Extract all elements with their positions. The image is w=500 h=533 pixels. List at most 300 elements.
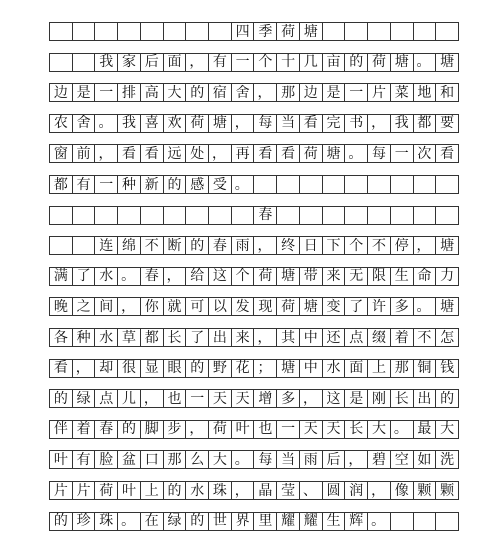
grid-cell <box>300 176 323 193</box>
grid-cell: ， <box>186 421 209 438</box>
grid-cell: 感 <box>186 176 209 193</box>
grid-cell <box>254 176 277 193</box>
grid-cell: 多 <box>391 298 414 315</box>
grid-cell: 颗 <box>436 482 459 499</box>
grid-cell: 中 <box>300 360 323 377</box>
grid-cell: 长 <box>164 329 187 346</box>
grid-cell: 水 <box>95 268 118 285</box>
grid-cell <box>414 176 437 193</box>
grid-cell: 当 <box>277 451 300 468</box>
grid-cell: 么 <box>186 451 209 468</box>
grid-cell <box>95 207 118 224</box>
grid-cell <box>118 207 141 224</box>
grid-cell: 之 <box>73 298 96 315</box>
grid-cell: 看 <box>141 145 164 162</box>
grid-cell: 远 <box>164 145 187 162</box>
grid-cell: 亩 <box>323 54 346 71</box>
grid-cell: 后 <box>141 54 164 71</box>
grid-cell <box>186 23 209 40</box>
grid-cell: 钱 <box>436 360 459 377</box>
grid-cell: 的 <box>164 482 187 499</box>
grid-cell: 世 <box>209 513 232 530</box>
grid-cell: ， <box>254 237 277 254</box>
grid-cell: 缀 <box>368 329 391 346</box>
grid-cell: ， <box>232 115 255 132</box>
grid-cell: 荷 <box>368 54 391 71</box>
grid-cell: 排 <box>118 84 141 101</box>
grid-cell: 再 <box>232 145 255 162</box>
grid-row <box>49 481 459 500</box>
grid-cell: 菜 <box>391 84 414 101</box>
grid-cell: 塘 <box>391 54 414 71</box>
grid-cell: 荷 <box>95 482 118 499</box>
grid-cell <box>50 237 73 254</box>
grid-cell: 。 <box>414 54 437 71</box>
grid-cell: 。 <box>414 298 437 315</box>
grid-cell: ， <box>414 237 437 254</box>
grid-cell: 伴 <box>50 421 73 438</box>
grid-cell <box>186 207 209 224</box>
grid-cell: 珍 <box>73 513 96 530</box>
grid-cell <box>414 207 437 224</box>
grid-cell: 都 <box>141 329 164 346</box>
grid-cell: 这 <box>323 390 346 407</box>
grid-cell: 一 <box>391 145 414 162</box>
grid-cell: 一 <box>277 421 300 438</box>
grid-cell: 脚 <box>141 421 164 438</box>
grid-cell: 看 <box>277 145 300 162</box>
grid-cell <box>277 176 300 193</box>
grid-cell: 耀 <box>277 513 300 530</box>
grid-cell <box>391 23 414 40</box>
grid-cell: 。 <box>95 115 118 132</box>
grid-cell: 绿 <box>164 513 187 530</box>
grid-cell: 荷 <box>254 268 277 285</box>
grid-cell: 季 <box>254 23 277 40</box>
grid-cell: ， <box>254 329 277 346</box>
grid-cell: 不 <box>141 237 164 254</box>
grid-cell: 着 <box>391 329 414 346</box>
grid-cell: 塘 <box>323 145 346 162</box>
grid-cell: 前 <box>73 145 96 162</box>
grid-cell <box>141 23 164 40</box>
grid-cell: 每 <box>254 451 277 468</box>
grid-cell: 步 <box>164 421 187 438</box>
grid-cell: 一 <box>186 390 209 407</box>
grid-cell: 的 <box>186 237 209 254</box>
grid-cell: 的 <box>164 176 187 193</box>
grid-cell: 现 <box>254 298 277 315</box>
grid-cell <box>436 176 459 193</box>
grid-cell: 一 <box>95 84 118 101</box>
grid-cell: 片 <box>368 84 391 101</box>
grid-cell: ， <box>118 298 141 315</box>
grid-cell: 片 <box>73 482 96 499</box>
grid-cell: 不 <box>368 237 391 254</box>
grid-cell: 是 <box>323 84 346 101</box>
grid-cell: 润 <box>345 482 368 499</box>
grid-cell: 间 <box>95 298 118 315</box>
grid-cell: 喜 <box>141 115 164 132</box>
grid-cell: 满 <box>50 268 73 285</box>
grid-cell: 晚 <box>50 298 73 315</box>
grid-cell: 下 <box>323 237 346 254</box>
grid-cell: 欢 <box>164 115 187 132</box>
grid-cell: 我 <box>118 115 141 132</box>
grid-cell: 完 <box>323 115 346 132</box>
grid-cell: 看 <box>300 115 323 132</box>
grid-cell: ， <box>186 54 209 71</box>
grid-cell: 盆 <box>118 451 141 468</box>
grid-cell: 了 <box>186 329 209 346</box>
grid-cell <box>50 23 73 40</box>
grid-cell: 里 <box>254 513 277 530</box>
grid-row <box>49 22 459 41</box>
grid-cell: 不 <box>414 329 437 346</box>
grid-cell: 四 <box>232 23 255 40</box>
grid-cell: 受 <box>209 176 232 193</box>
grid-cell: 洗 <box>436 451 459 468</box>
grid-cell <box>345 207 368 224</box>
grid-cell: 雨 <box>300 451 323 468</box>
grid-cell: 停 <box>391 237 414 254</box>
grid-cell: 塘 <box>277 268 300 285</box>
grid-cell: 在 <box>141 513 164 530</box>
grid-cell: 书 <box>345 115 368 132</box>
grid-cell: 个 <box>232 268 255 285</box>
grid-cell <box>209 23 232 40</box>
grid-cell: 水 <box>186 482 209 499</box>
grid-cell: 绿 <box>73 390 96 407</box>
grid-cell: 大 <box>164 84 187 101</box>
grid-cell: 处 <box>186 145 209 162</box>
grid-cell: 新 <box>141 176 164 193</box>
grid-cell: 个 <box>345 237 368 254</box>
grid-cell: 限 <box>368 268 391 285</box>
grid-cell: 上 <box>141 482 164 499</box>
grid-cell <box>345 23 368 40</box>
grid-cell: ， <box>95 145 118 162</box>
grid-cell: 几 <box>300 54 323 71</box>
grid-cell: 十 <box>277 54 300 71</box>
grid-cell <box>368 176 391 193</box>
grid-cell: 刚 <box>368 390 391 407</box>
grid-cell: 的 <box>186 513 209 530</box>
grid-row <box>49 420 459 439</box>
grid-cell: 我 <box>391 115 414 132</box>
grid-cell: 那 <box>277 84 300 101</box>
grid-cell: 看 <box>118 145 141 162</box>
grid-cell: 每 <box>368 145 391 162</box>
grid-cell: 各 <box>50 329 73 346</box>
grid-cell: 许 <box>368 298 391 315</box>
grid-cell: 一 <box>345 84 368 101</box>
grid-cell: 珠 <box>209 482 232 499</box>
grid-cell: 看 <box>254 145 277 162</box>
grid-cell: 叶 <box>50 451 73 468</box>
grid-cell: 连 <box>95 237 118 254</box>
grid-cell: 着 <box>73 421 96 438</box>
grid-cell: 可 <box>186 298 209 315</box>
grid-cell: 看 <box>50 360 73 377</box>
grid-cell: 的 <box>118 421 141 438</box>
grid-cell: ， <box>345 451 368 468</box>
grid-cell <box>73 207 96 224</box>
grid-cell: 晶 <box>254 482 277 499</box>
grid-cell: 了 <box>345 298 368 315</box>
grid-cell <box>164 23 187 40</box>
grid-cell: 大 <box>436 421 459 438</box>
grid-cell: 要 <box>436 115 459 132</box>
grid-row <box>49 450 459 469</box>
grid-cell: 断 <box>164 237 187 254</box>
grid-row <box>49 114 459 133</box>
grid-cell: 绵 <box>118 237 141 254</box>
grid-cell <box>300 207 323 224</box>
grid-cell: 铜 <box>414 360 437 377</box>
grid-cell <box>345 176 368 193</box>
grid-cell: 带 <box>300 268 323 285</box>
grid-cell: ， <box>368 482 391 499</box>
grid-cell: 的 <box>50 390 73 407</box>
grid-cell: 春 <box>141 268 164 285</box>
grid-cell: 片 <box>50 482 73 499</box>
grid-cell: 。 <box>118 513 141 530</box>
grid-cell <box>436 207 459 224</box>
grid-cell: 珠 <box>95 513 118 530</box>
grid-cell: 来 <box>323 268 346 285</box>
grid-cell: 水 <box>95 329 118 346</box>
grid-cell: 塘 <box>436 54 459 71</box>
grid-cell: 边 <box>50 84 73 101</box>
grid-cell: 这 <box>209 268 232 285</box>
grid-cell: 地 <box>414 84 437 101</box>
grid-cell <box>368 23 391 40</box>
grid-cell <box>141 207 164 224</box>
grid-cell: 长 <box>391 390 414 407</box>
grid-cell: 个 <box>254 54 277 71</box>
grid-row <box>49 83 459 102</box>
grid-cell: 了 <box>73 268 96 285</box>
grid-cell: 耀 <box>300 513 323 530</box>
grid-cell: 大 <box>209 451 232 468</box>
grid-row <box>49 359 459 378</box>
grid-cell: 野 <box>209 360 232 377</box>
grid-cell: 舍 <box>232 84 255 101</box>
grid-cell: 的 <box>50 513 73 530</box>
grid-cell: ， <box>232 482 255 499</box>
grid-cell <box>118 23 141 40</box>
grid-cell: 春 <box>254 207 277 224</box>
grid-row <box>49 53 459 72</box>
grid-cell: 是 <box>73 84 96 101</box>
grid-cell: 。 <box>391 421 414 438</box>
grid-cell: 。 <box>118 268 141 285</box>
grid-cell: ， <box>209 145 232 162</box>
grid-cell: 就 <box>164 298 187 315</box>
grid-cell: 荷 <box>186 115 209 132</box>
grid-row <box>49 206 459 225</box>
grid-row <box>49 512 459 531</box>
grid-cell: 天 <box>300 421 323 438</box>
grid-cell: 口 <box>141 451 164 468</box>
grid-cell: 那 <box>164 451 187 468</box>
grid-cell: 增 <box>254 390 277 407</box>
grid-row <box>49 389 459 408</box>
grid-cell: 的 <box>436 390 459 407</box>
grid-row <box>49 175 459 194</box>
grid-cell: 。 <box>368 513 391 530</box>
grid-cell: 农 <box>50 115 73 132</box>
grid-cell: 还 <box>323 329 346 346</box>
grid-cell: 以 <box>209 298 232 315</box>
grid-cell: 出 <box>209 329 232 346</box>
grid-cell <box>209 207 232 224</box>
grid-cell: 和 <box>436 84 459 101</box>
grid-cell: 天 <box>209 390 232 407</box>
grid-cell: 高 <box>141 84 164 101</box>
grid-cell: 长 <box>345 421 368 438</box>
grid-cell: 你 <box>141 298 164 315</box>
grid-cell: ， <box>73 360 96 377</box>
grid-cell: 天 <box>232 390 255 407</box>
grid-cell: 界 <box>232 513 255 530</box>
grid-cell: 春 <box>95 421 118 438</box>
grid-cell: 边 <box>300 84 323 101</box>
grid-cell: 一 <box>95 176 118 193</box>
grid-cell: 那 <box>391 360 414 377</box>
grid-cell: 日 <box>300 237 323 254</box>
grid-cell: 命 <box>414 268 437 285</box>
grid-cell: 儿 <box>118 390 141 407</box>
grid-cell: 点 <box>345 329 368 346</box>
grid-cell <box>73 237 96 254</box>
grid-cell: 空 <box>391 451 414 468</box>
grid-cell: 中 <box>300 329 323 346</box>
grid-cell: 荷 <box>209 421 232 438</box>
grid-cell: 荷 <box>277 298 300 315</box>
grid-cell: 生 <box>391 268 414 285</box>
grid-cell <box>391 207 414 224</box>
grid-cell: 来 <box>232 329 255 346</box>
grid-cell: 出 <box>414 390 437 407</box>
grid-cell: 塘 <box>209 115 232 132</box>
grid-cell: 脸 <box>95 451 118 468</box>
grid-cell: 面 <box>345 360 368 377</box>
grid-cell: 显 <box>141 360 164 377</box>
grid-cell: 变 <box>323 298 346 315</box>
grid-cell: 看 <box>436 145 459 162</box>
grid-row <box>49 144 459 163</box>
grid-cell: 无 <box>345 268 368 285</box>
grid-cell: 家 <box>118 54 141 71</box>
grid-cell: 其 <box>277 329 300 346</box>
grid-cell: 春 <box>209 237 232 254</box>
grid-cell: 都 <box>414 115 437 132</box>
grid-cell: ， <box>141 390 164 407</box>
grid-cell: 天 <box>323 421 346 438</box>
grid-cell: 多 <box>277 390 300 407</box>
grid-cell: 上 <box>368 360 391 377</box>
grid-cell: 次 <box>414 145 437 162</box>
grid-cell <box>277 207 300 224</box>
grid-cell: 种 <box>73 329 96 346</box>
grid-cell: 也 <box>254 421 277 438</box>
grid-cell <box>50 54 73 71</box>
grid-row <box>49 328 459 347</box>
grid-cell: 荷 <box>277 23 300 40</box>
grid-cell: 。 <box>232 176 255 193</box>
grid-cell: ； <box>254 360 277 377</box>
grid-cell: 碧 <box>368 451 391 468</box>
grid-cell: 有 <box>73 451 96 468</box>
grid-cell <box>323 23 346 40</box>
grid-cell: ， <box>164 268 187 285</box>
grid-cell <box>436 23 459 40</box>
grid-cell: 宿 <box>209 84 232 101</box>
grid-row <box>49 297 459 316</box>
grid-cell: 是 <box>345 390 368 407</box>
grid-cell: 面 <box>164 54 187 71</box>
grid-cell: 很 <box>118 360 141 377</box>
grid-cell: 每 <box>254 115 277 132</box>
grid-cell: 当 <box>277 115 300 132</box>
grid-cell <box>414 513 437 530</box>
grid-cell: 塘 <box>436 298 459 315</box>
grid-cell: 水 <box>323 360 346 377</box>
grid-cell: 生 <box>323 513 346 530</box>
grid-cell: 终 <box>277 237 300 254</box>
grid-cell: 、 <box>300 482 323 499</box>
grid-cell: 塘 <box>300 23 323 40</box>
grid-row <box>49 236 459 255</box>
grid-cell: ， <box>254 84 277 101</box>
grid-cell: ， <box>300 390 323 407</box>
grid-cell: 。 <box>345 145 368 162</box>
grid-cell: 塘 <box>277 360 300 377</box>
grid-cell: 花 <box>232 360 255 377</box>
grid-cell: ， <box>368 115 391 132</box>
grid-cell: 的 <box>345 54 368 71</box>
grid-cell: 草 <box>118 329 141 346</box>
grid-cell: 后 <box>323 451 346 468</box>
grid-cell: 叶 <box>118 482 141 499</box>
grid-cell <box>323 207 346 224</box>
grid-cell: 力 <box>436 268 459 285</box>
grid-cell: 都 <box>50 176 73 193</box>
grid-cell: 最 <box>414 421 437 438</box>
grid-cell: 种 <box>118 176 141 193</box>
grid-cell: 眼 <box>164 360 187 377</box>
grid-cell: 塘 <box>300 298 323 315</box>
grid-cell <box>95 23 118 40</box>
grid-cell: 怎 <box>436 329 459 346</box>
grid-row <box>49 267 459 286</box>
grid-cell: 有 <box>209 54 232 71</box>
grid-cell <box>73 54 96 71</box>
grid-cell <box>164 207 187 224</box>
grid-cell: 一 <box>232 54 255 71</box>
grid-cell: 辉 <box>345 513 368 530</box>
grid-cell: 却 <box>95 360 118 377</box>
grid-cell <box>391 176 414 193</box>
grid-cell <box>436 513 459 530</box>
grid-cell: 颗 <box>414 482 437 499</box>
grid-cell: 点 <box>95 390 118 407</box>
grid-cell: 圆 <box>323 482 346 499</box>
grid-cell: 雨 <box>232 237 255 254</box>
grid-cell <box>414 23 437 40</box>
